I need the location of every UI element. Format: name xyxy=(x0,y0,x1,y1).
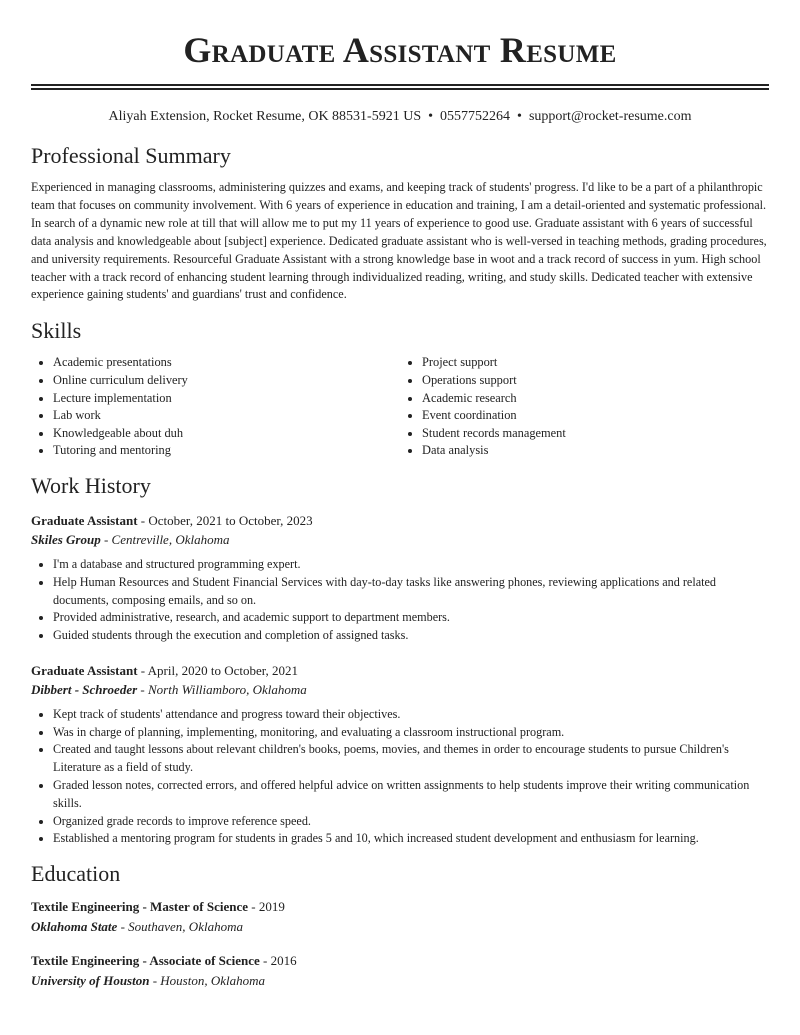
skill-item: • Lab work xyxy=(53,407,400,425)
contact-email: support@rocket-resume.com xyxy=(528,109,692,124)
skill-item: • Student records management xyxy=(422,425,769,443)
contact-phone: 0557752264 xyxy=(440,109,511,124)
summary-text: Experienced in managing classrooms, administering quizzes and exams, and keeping track of students' progress. I'd like to be a part of a philanthropic team that focuses on community involvement. With 6 years of experience in education and training, I am a detail-oriented and systematic professional. In search of a dynamic new role at till that will allow me to put my 11 years of experience to good use. Graduate assistant with 6 years of successful data analysis and knowledgeable about [subject] experience. Dedicated graduate assistant who is well-versed in teaching methods, grading procedures, and university requirements. Resourceful Graduate Assistant with a strong knowledge base in woot and a track record of success in yum. High school teacher with a track record of enhancing student learning through individualized reading, writing, and study skills. Dedicated teacher with extensive experience gaining students' and guardians' trust and confidence. xyxy=(31,180,767,302)
education-degree: Textile Engineering - Associate of Science xyxy=(31,953,260,969)
skill-item: • Lecture implementation xyxy=(53,390,400,408)
skill-item: • Online curriculum delivery xyxy=(53,372,400,390)
job-company: Skiles Group xyxy=(31,531,101,547)
job-bullet: • Help Human Resources and Student Financial Services with day-to-day tasks like answering phones, reviewing applications and related documents, composing emails, and so on. xyxy=(53,574,769,610)
skills-column-left xyxy=(31,354,400,460)
contact-separator: • xyxy=(428,109,434,124)
skill-item: • Academic research xyxy=(422,390,769,408)
job-title: Graduate Assistant xyxy=(31,512,138,528)
contact-separator: • xyxy=(517,109,522,124)
job-bullet: • Guided students through the execution and completion of assigned tasks. xyxy=(53,627,769,645)
skill-item: • Tutoring and mentoring xyxy=(53,442,400,460)
education-year: - 2019 xyxy=(248,899,285,915)
skills-heading: Skills xyxy=(31,318,82,344)
job-header xyxy=(31,511,769,530)
education-location: - Houston, Oklahoma xyxy=(149,973,266,989)
job-bullet: • Kept track of students' attendance and progress toward their objectives. xyxy=(53,706,769,724)
job-bullet: • Created and taught lessons about relevant children's books, poems, movies, and themes in order to encourage students to pursue Children's Literature as a field of study. xyxy=(53,741,769,777)
job-dates: - April, 2020 to October, 2021 xyxy=(137,662,299,678)
education-entry xyxy=(31,897,769,937)
education-school-line xyxy=(31,917,769,937)
skill-item: • Academic presentations xyxy=(53,354,400,372)
job-entry xyxy=(31,511,769,645)
job-location: - North Williamboro, Oklahoma xyxy=(137,681,307,697)
skill-item: • Data analysis xyxy=(422,442,769,460)
education-degree-line xyxy=(31,951,769,971)
skill-item: • Operations support xyxy=(422,372,769,390)
contact-line xyxy=(31,107,769,127)
job-header xyxy=(31,661,769,680)
job-bullet: • I'm a database and structured programming expert. xyxy=(53,556,769,574)
education-school: Oklahoma State xyxy=(31,919,118,935)
title-divider xyxy=(31,84,769,90)
education-degree: Textile Engineering - Master of Science xyxy=(31,899,248,915)
skill-item: • Project support xyxy=(422,354,769,372)
job-organization xyxy=(31,680,769,699)
summary-heading: Professional Summary xyxy=(31,143,231,168)
job-company: Dibbert - Schroeder xyxy=(31,681,138,697)
job-bullets xyxy=(31,556,769,645)
job-bullet: • Was in charge of planning, implementing, monitoring, and evaluating a classroom instructional program. xyxy=(53,724,769,742)
job-location: - Centreville, Oklahoma xyxy=(100,531,230,547)
job-title: Graduate Assistant xyxy=(31,662,138,678)
job-entry xyxy=(31,661,769,848)
skills-column-right xyxy=(400,354,769,460)
education-entry xyxy=(31,951,769,991)
education-heading: Education xyxy=(31,861,121,887)
skills-list xyxy=(31,354,769,460)
job-bullet: • Organized grade records to improve reference speed. xyxy=(53,813,769,831)
resume-title: Graduate Assistant Resume xyxy=(183,30,617,70)
job-bullet: • Established a mentoring program for students in grades 5 and 10, which increased student development and enthusiasm for learning. xyxy=(53,830,769,848)
job-bullet: • Graded lesson notes, corrected errors, and offered helpful advice on written assignments to help students improve their writing communication skills. xyxy=(53,777,769,813)
education-year: - 2016 xyxy=(259,953,297,969)
work-history-heading: Work History xyxy=(31,472,151,498)
job-dates: - October, 2021 to October, 2023 xyxy=(137,512,313,528)
job-bullet: • Provided administrative, research, and academic support to department members. xyxy=(53,609,769,627)
contact-address: Aliyah Extension, Rocket Resume, OK 88531-5921 US xyxy=(108,109,422,124)
education-school: University of Houston xyxy=(31,973,150,989)
skill-item: • Knowledgeable about duh xyxy=(53,425,400,443)
job-bullets xyxy=(31,706,769,848)
job-organization xyxy=(31,530,769,549)
education-degree-line xyxy=(31,897,769,917)
skill-item: • Event coordination xyxy=(422,407,769,425)
education-school-line xyxy=(31,971,769,991)
education-location: - Southaven, Oklahoma xyxy=(117,919,243,935)
